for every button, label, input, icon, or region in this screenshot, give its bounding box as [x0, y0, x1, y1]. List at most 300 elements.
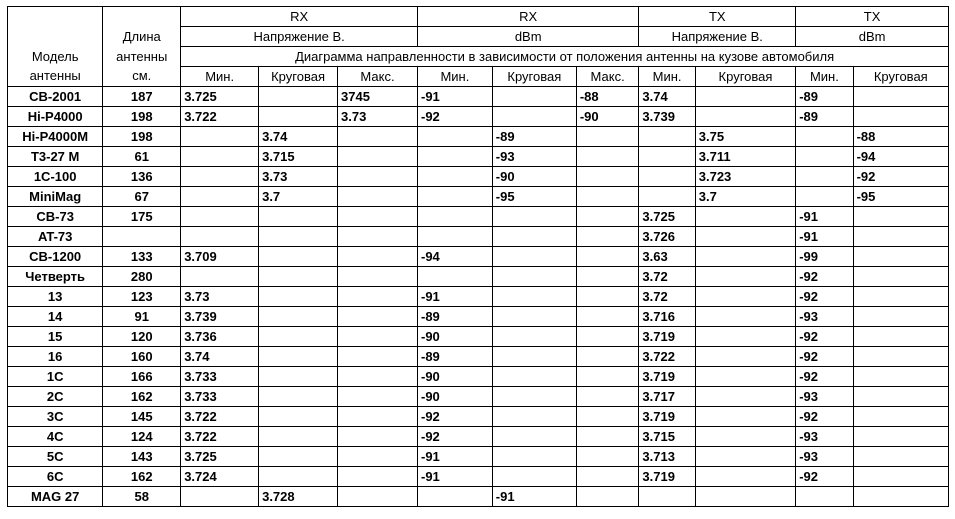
cell-rx-v-min: 3.725	[181, 87, 259, 107]
table-row	[8, 207, 949, 227]
cell-rx-v-max	[338, 487, 418, 507]
cell-length: 198	[103, 107, 181, 127]
cell-rx-dbm-circular	[492, 247, 576, 267]
cell-rx-dbm-min	[417, 267, 492, 287]
cell-rx-v-circular	[259, 427, 338, 447]
cell-tx-dbm-min	[796, 187, 853, 207]
cell-rx-dbm-min: -94	[417, 247, 492, 267]
group-rx-dbm-sub: dBm	[417, 27, 638, 47]
col-header-rx-v-circular: Круговая	[259, 67, 338, 87]
cell-rx-dbm-min: -90	[417, 387, 492, 407]
cell-tx-v-circular: 3.75	[695, 127, 795, 147]
cell-rx-v-min: 3.74	[181, 347, 259, 367]
cell-rx-dbm-min: -92	[417, 427, 492, 447]
cell-tx-dbm-circular	[853, 427, 948, 447]
cell-rx-v-circular: 3.7	[259, 187, 338, 207]
cell-tx-dbm-min	[796, 127, 853, 147]
cell-rx-v-min: 3.709	[181, 247, 259, 267]
cell-rx-v-max	[338, 447, 418, 467]
cell-rx-v-circular	[259, 227, 338, 247]
cell-rx-v-min: 3.722	[181, 107, 259, 127]
cell-length: 124	[103, 427, 181, 447]
cell-tx-v-min: 3.739	[639, 107, 695, 127]
cell-rx-dbm-circular: -93	[492, 147, 576, 167]
table-row	[8, 247, 949, 267]
cell-rx-dbm-max	[576, 367, 639, 387]
cell-rx-v-circular	[259, 247, 338, 267]
cell-rx-v-circular	[259, 307, 338, 327]
cell-rx-v-max	[338, 367, 418, 387]
cell-tx-dbm-min: -92	[796, 287, 853, 307]
cell-tx-dbm-min: -92	[796, 367, 853, 387]
cell-tx-v-circular	[695, 327, 795, 347]
col-header-rx-v-min: Мин.	[181, 67, 259, 87]
cell-rx-v-min	[181, 487, 259, 507]
cell-rx-v-circular: 3.728	[259, 487, 338, 507]
cell-rx-dbm-circular	[492, 87, 576, 107]
cell-rx-v-max	[338, 207, 418, 227]
cell-tx-v-min: 3.72	[639, 287, 695, 307]
table-row	[8, 427, 949, 447]
cell-tx-v-min: 3.719	[639, 467, 695, 487]
cell-tx-v-circular	[695, 287, 795, 307]
cell-rx-v-circular	[259, 267, 338, 287]
cell-tx-v-circular	[695, 247, 795, 267]
cell-length: 91	[103, 307, 181, 327]
cell-rx-v-min: 3.73	[181, 287, 259, 307]
cell-rx-dbm-circular	[492, 267, 576, 287]
table-row	[8, 327, 949, 347]
cell-tx-dbm-min: -92	[796, 347, 853, 367]
group-tx-voltage-name: TX	[639, 7, 796, 27]
cell-tx-dbm-circular	[853, 267, 948, 287]
cell-tx-v-min: 3.713	[639, 447, 695, 467]
cell-rx-dbm-min: -91	[417, 467, 492, 487]
cell-rx-v-circular: 3.74	[259, 127, 338, 147]
cell-rx-dbm-max	[576, 307, 639, 327]
cell-rx-dbm-min: -90	[417, 327, 492, 347]
col-header-rx-dbm-circular: Круговая	[492, 67, 576, 87]
header-model-cell-mid	[8, 27, 103, 47]
cell-rx-v-min: 3.725	[181, 447, 259, 467]
cell-rx-v-min	[181, 207, 259, 227]
cell-tx-dbm-min: -92	[796, 407, 853, 427]
cell-rx-dbm-min: -91	[417, 447, 492, 467]
cell-model: Hi-P4000M	[8, 127, 103, 147]
cell-rx-dbm-min: -92	[417, 107, 492, 127]
cell-rx-dbm-min	[417, 227, 492, 247]
cell-length: 120	[103, 327, 181, 347]
cell-rx-v-min: 3.733	[181, 387, 259, 407]
table-row	[8, 347, 949, 367]
model-label-line-2: антенны	[8, 67, 103, 87]
cell-rx-v-circular	[259, 287, 338, 307]
table-row	[8, 447, 949, 467]
cell-rx-dbm-max	[576, 167, 639, 187]
cell-length: 123	[103, 287, 181, 307]
cell-tx-v-min: 3.719	[639, 327, 695, 347]
cell-model: 14	[8, 307, 103, 327]
cell-rx-v-circular: 3.715	[259, 147, 338, 167]
table-row	[8, 367, 949, 387]
group-tx-dbm-name: TX	[796, 7, 949, 27]
group-rx-voltage-sub: Напряжение В.	[181, 27, 418, 47]
cell-tx-v-circular	[695, 307, 795, 327]
table-row	[8, 287, 949, 307]
cell-tx-dbm-circular	[853, 347, 948, 367]
cell-tx-v-min: 3.715	[639, 427, 695, 447]
cell-rx-v-circular	[259, 207, 338, 227]
cell-tx-dbm-circular	[853, 447, 948, 467]
cell-tx-v-min: 3.716	[639, 307, 695, 327]
cell-rx-v-min	[181, 167, 259, 187]
cell-rx-dbm-max	[576, 427, 639, 447]
cell-model: 5C	[8, 447, 103, 467]
cell-rx-dbm-min: -91	[417, 287, 492, 307]
cell-rx-dbm-circular	[492, 227, 576, 247]
cell-tx-dbm-min: -92	[796, 267, 853, 287]
cell-tx-v-min	[639, 187, 695, 207]
cell-tx-dbm-circular	[853, 87, 948, 107]
cell-rx-v-circular: 3.73	[259, 167, 338, 187]
cell-model: Четверть	[8, 267, 103, 287]
cell-rx-dbm-max	[576, 487, 639, 507]
cell-tx-dbm-circular	[853, 107, 948, 127]
cell-rx-dbm-circular	[492, 347, 576, 367]
cell-rx-dbm-min	[417, 187, 492, 207]
cell-tx-dbm-min	[796, 487, 853, 507]
table-row	[8, 167, 949, 187]
cell-tx-v-circular	[695, 407, 795, 427]
cell-tx-v-circular	[695, 227, 795, 247]
cell-length: 187	[103, 87, 181, 107]
cell-tx-dbm-min: -93	[796, 427, 853, 447]
cell-model: 1C	[8, 367, 103, 387]
cell-tx-v-circular	[695, 467, 795, 487]
cell-tx-dbm-circular	[853, 207, 948, 227]
cell-rx-dbm-max: -88	[576, 87, 639, 107]
cell-rx-dbm-max	[576, 447, 639, 467]
cell-model: 4C	[8, 427, 103, 447]
cell-tx-dbm-circular	[853, 287, 948, 307]
cell-rx-v-circular	[259, 407, 338, 427]
cell-tx-dbm-min: -91	[796, 227, 853, 247]
cell-tx-dbm-min: -93	[796, 447, 853, 467]
cell-rx-dbm-max: -90	[576, 107, 639, 127]
cell-rx-dbm-max	[576, 207, 639, 227]
header-model-cell-top	[8, 7, 103, 27]
group-rx-dbm-name: RX	[417, 7, 638, 27]
col-header-tx-v-circular: Круговая	[695, 67, 795, 87]
cell-rx-dbm-circular	[492, 447, 576, 467]
header-row-3	[8, 47, 949, 67]
cell-rx-dbm-max	[576, 127, 639, 147]
cell-tx-dbm-circular: -92	[853, 167, 948, 187]
cell-rx-dbm-circular: -95	[492, 187, 576, 207]
cell-rx-dbm-circular	[492, 367, 576, 387]
cell-model: CB-73	[8, 207, 103, 227]
cell-rx-v-circular	[259, 387, 338, 407]
cell-tx-dbm-min: -89	[796, 87, 853, 107]
cell-tx-dbm-circular	[853, 327, 948, 347]
cell-rx-v-max	[338, 127, 418, 147]
cell-tx-v-circular: 3.711	[695, 147, 795, 167]
cell-length: 162	[103, 467, 181, 487]
group-tx-voltage-sub: Напряжение В.	[639, 27, 796, 47]
cell-length	[103, 227, 181, 247]
cell-tx-v-min: 3.725	[639, 207, 695, 227]
cell-tx-v-min	[639, 487, 695, 507]
table-row	[8, 307, 949, 327]
cell-tx-v-circular: 3.723	[695, 167, 795, 187]
cell-tx-v-circular	[695, 267, 795, 287]
cell-rx-v-min: 3.724	[181, 467, 259, 487]
cell-rx-v-min	[181, 267, 259, 287]
cell-rx-dbm-min: -91	[417, 87, 492, 107]
cell-rx-v-circular	[259, 447, 338, 467]
cell-tx-v-min: 3.719	[639, 367, 695, 387]
length-label-line-2: антенны	[103, 47, 181, 67]
cell-tx-v-min	[639, 147, 695, 167]
cell-rx-dbm-max	[576, 267, 639, 287]
cell-rx-v-circular	[259, 467, 338, 487]
cell-tx-v-circular	[695, 347, 795, 367]
cell-rx-dbm-max	[576, 187, 639, 207]
cell-rx-dbm-circular: -91	[492, 487, 576, 507]
cell-rx-dbm-max	[576, 147, 639, 167]
cell-tx-dbm-min	[796, 167, 853, 187]
header-length-cell-top	[103, 7, 181, 27]
cell-tx-v-circular	[695, 487, 795, 507]
cell-model: 6C	[8, 467, 103, 487]
cell-rx-dbm-max	[576, 387, 639, 407]
cell-model: 16	[8, 347, 103, 367]
diagram-label: Диаграмма направленности в зависимости от положения антенны на кузове автомобиля	[181, 47, 949, 67]
cell-tx-dbm-circular: -94	[853, 147, 948, 167]
col-header-rx-dbm-max: Макс.	[576, 67, 639, 87]
cell-tx-dbm-circular	[853, 247, 948, 267]
header-row-4	[8, 67, 949, 87]
cell-rx-v-max	[338, 387, 418, 407]
cell-tx-dbm-min	[796, 147, 853, 167]
cell-rx-v-max	[338, 407, 418, 427]
header-row-1	[8, 7, 949, 27]
cell-model: 3C	[8, 407, 103, 427]
cell-rx-v-max	[338, 267, 418, 287]
cell-tx-dbm-min: -92	[796, 467, 853, 487]
cell-length: 198	[103, 127, 181, 147]
cell-rx-dbm-min: -90	[417, 367, 492, 387]
cell-rx-dbm-circular	[492, 327, 576, 347]
cell-rx-v-circular	[259, 367, 338, 387]
antenna-table	[7, 6, 949, 507]
cell-rx-v-max	[338, 167, 418, 187]
cell-tx-v-circular	[695, 207, 795, 227]
cell-rx-v-max	[338, 147, 418, 167]
cell-tx-dbm-min: -93	[796, 307, 853, 327]
cell-tx-v-min	[639, 167, 695, 187]
cell-model: MiniMag	[8, 187, 103, 207]
cell-length: 133	[103, 247, 181, 267]
cell-model: Hi-P4000	[8, 107, 103, 127]
cell-length: 162	[103, 387, 181, 407]
cell-rx-dbm-min: -89	[417, 347, 492, 367]
cell-tx-v-min: 3.717	[639, 387, 695, 407]
cell-rx-dbm-min: -89	[417, 307, 492, 327]
cell-length: 61	[103, 147, 181, 167]
group-tx-dbm-sub: dBm	[796, 27, 949, 47]
cell-model: MAG 27	[8, 487, 103, 507]
cell-tx-dbm-circular	[853, 307, 948, 327]
col-header-rx-v-max: Макс.	[338, 67, 418, 87]
cell-rx-dbm-max	[576, 467, 639, 487]
cell-tx-dbm-circular: -95	[853, 187, 948, 207]
cell-rx-dbm-circular: -89	[492, 127, 576, 147]
length-label-line-3: см.	[103, 67, 181, 87]
cell-tx-v-min: 3.722	[639, 347, 695, 367]
cell-rx-v-max	[338, 307, 418, 327]
cell-rx-v-min: 3.739	[181, 307, 259, 327]
cell-rx-dbm-circular	[492, 307, 576, 327]
cell-rx-dbm-max	[576, 327, 639, 347]
cell-tx-dbm-circular	[853, 487, 948, 507]
cell-tx-v-min	[639, 127, 695, 147]
cell-rx-v-circular	[259, 347, 338, 367]
cell-tx-dbm-circular	[853, 407, 948, 427]
cell-model: 13	[8, 287, 103, 307]
cell-tx-v-circular	[695, 387, 795, 407]
cell-rx-v-max	[338, 347, 418, 367]
cell-rx-dbm-min	[417, 487, 492, 507]
cell-tx-dbm-circular: -88	[853, 127, 948, 147]
cell-rx-dbm-circular	[492, 407, 576, 427]
table-row	[8, 227, 949, 247]
table-row	[8, 147, 949, 167]
group-rx-voltage-name: RX	[181, 7, 418, 27]
cell-rx-v-min: 3.733	[181, 367, 259, 387]
cell-rx-dbm-max	[576, 247, 639, 267]
cell-rx-v-max: 3745	[338, 87, 418, 107]
table-row	[8, 387, 949, 407]
cell-tx-v-min: 3.726	[639, 227, 695, 247]
col-header-rx-dbm-min: Мин.	[417, 67, 492, 87]
cell-tx-v-min: 3.719	[639, 407, 695, 427]
cell-rx-v-max	[338, 467, 418, 487]
cell-rx-v-max	[338, 247, 418, 267]
cell-tx-v-circular	[695, 427, 795, 447]
cell-tx-dbm-circular	[853, 467, 948, 487]
cell-rx-dbm-max	[576, 407, 639, 427]
cell-length: 175	[103, 207, 181, 227]
cell-model: 2C	[8, 387, 103, 407]
cell-tx-v-circular: 3.7	[695, 187, 795, 207]
col-header-tx-dbm-min: Мин.	[796, 67, 853, 87]
header-row-2	[8, 27, 949, 47]
col-header-tx-dbm-circular: Круговая	[853, 67, 948, 87]
cell-rx-dbm-max	[576, 347, 639, 367]
cell-rx-v-max	[338, 327, 418, 347]
cell-rx-v-min: 3.722	[181, 407, 259, 427]
cell-rx-dbm-min: -92	[417, 407, 492, 427]
cell-tx-dbm-min: -92	[796, 327, 853, 347]
table-row	[8, 487, 949, 507]
cell-length: 166	[103, 367, 181, 387]
cell-rx-v-max	[338, 287, 418, 307]
cell-model: T3-27 M	[8, 147, 103, 167]
cell-rx-v-min	[181, 127, 259, 147]
cell-rx-dbm-max	[576, 227, 639, 247]
cell-rx-dbm-circular	[492, 287, 576, 307]
cell-tx-dbm-circular	[853, 227, 948, 247]
cell-tx-v-circular	[695, 87, 795, 107]
cell-tx-v-circular	[695, 447, 795, 467]
cell-rx-dbm-circular: -90	[492, 167, 576, 187]
cell-tx-dbm-min: -93	[796, 387, 853, 407]
cell-tx-dbm-min: -89	[796, 107, 853, 127]
table-row	[8, 467, 949, 487]
cell-length: 160	[103, 347, 181, 367]
cell-rx-v-min: 3.722	[181, 427, 259, 447]
cell-length: 143	[103, 447, 181, 467]
cell-rx-dbm-circular	[492, 207, 576, 227]
cell-rx-v-max	[338, 427, 418, 447]
cell-length: 280	[103, 267, 181, 287]
cell-tx-v-min: 3.63	[639, 247, 695, 267]
cell-tx-dbm-circular	[853, 387, 948, 407]
cell-model: AT-73	[8, 227, 103, 247]
table-row	[8, 407, 949, 427]
cell-tx-v-min: 3.72	[639, 267, 695, 287]
table-row	[8, 127, 949, 147]
cell-rx-v-min: 3.736	[181, 327, 259, 347]
cell-tx-dbm-circular	[853, 367, 948, 387]
col-header-tx-v-min: Мин.	[639, 67, 695, 87]
cell-length: 67	[103, 187, 181, 207]
cell-rx-dbm-circular	[492, 427, 576, 447]
table-row	[8, 187, 949, 207]
cell-model: 1C-100	[8, 167, 103, 187]
cell-length: 58	[103, 487, 181, 507]
table-row	[8, 107, 949, 127]
cell-rx-v-circular	[259, 327, 338, 347]
cell-rx-dbm-circular	[492, 387, 576, 407]
length-label-line-1: Длина	[103, 27, 181, 47]
cell-rx-dbm-circular	[492, 467, 576, 487]
cell-model: CB-2001	[8, 87, 103, 107]
cell-model: CB-1200	[8, 247, 103, 267]
cell-rx-dbm-min	[417, 127, 492, 147]
cell-tx-v-circular	[695, 367, 795, 387]
cell-rx-v-min	[181, 227, 259, 247]
cell-rx-dbm-circular	[492, 107, 576, 127]
cell-rx-dbm-min	[417, 167, 492, 187]
cell-tx-v-min: 3.74	[639, 87, 695, 107]
cell-rx-v-min	[181, 147, 259, 167]
cell-tx-dbm-min: -91	[796, 207, 853, 227]
cell-rx-v-min	[181, 187, 259, 207]
cell-tx-v-circular	[695, 107, 795, 127]
cell-model: 15	[8, 327, 103, 347]
cell-rx-dbm-min	[417, 147, 492, 167]
table-row	[8, 87, 949, 107]
cell-rx-dbm-max	[576, 287, 639, 307]
cell-rx-v-circular	[259, 87, 338, 107]
table-row	[8, 267, 949, 287]
cell-rx-v-max: 3.73	[338, 107, 418, 127]
cell-rx-v-circular	[259, 107, 338, 127]
cell-rx-dbm-min	[417, 207, 492, 227]
cell-length: 145	[103, 407, 181, 427]
